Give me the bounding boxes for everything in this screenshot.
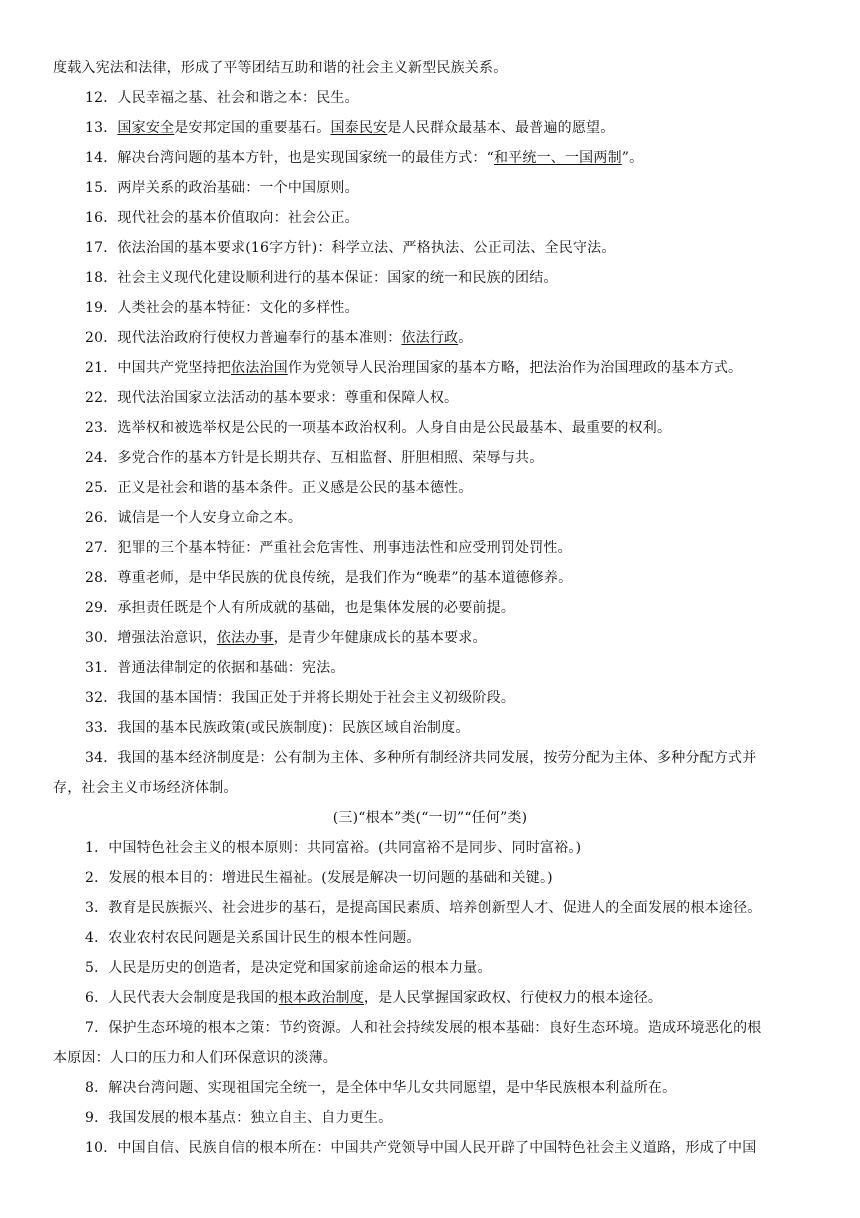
text: 31．普通法律制定的依据和基础：宪法。 bbox=[85, 660, 345, 676]
list-item bbox=[85, 1108, 810, 1128]
paragraph-line bbox=[53, 778, 810, 798]
list-item bbox=[85, 718, 810, 738]
text: 16．现代社会的基本价值取向：社会公正。 bbox=[85, 210, 359, 226]
text: 12．人民幸福之基、社会和谐之本：民生。 bbox=[85, 90, 359, 106]
list-item bbox=[85, 958, 810, 978]
underlined-term: 国家安全 bbox=[117, 120, 175, 136]
text: 23．选举权和被选举权是公民的一项基本政治权利。人身自由是公民最基本、最重要的权利。 bbox=[85, 420, 672, 436]
list-item bbox=[85, 238, 810, 258]
text: 30．增强法治意识， bbox=[85, 630, 217, 646]
heading-text: (三)“根本”类(“一切”“任何”类) bbox=[332, 810, 528, 826]
text: 2．发展的根本目的：增进民生福祉。(发展是解决一切问题的基础和关键。) bbox=[85, 870, 553, 886]
text: 14．解决台湾问题的基本方针，也是实现国家统一的最佳方式：“ bbox=[85, 150, 494, 166]
underlined-term: 依法办事 bbox=[216, 630, 274, 646]
list-item bbox=[85, 118, 810, 138]
list-item bbox=[85, 148, 810, 168]
list-item bbox=[85, 598, 810, 618]
paragraph-line bbox=[53, 1048, 810, 1068]
text: 7．保护生态环境的根本之策：节约资源。人和社会持续发展的根本基础：良好生态环境。造成环境恶化的根 bbox=[85, 1020, 762, 1036]
text: 17．依法治国的基本要求(16字方针)：科学立法、严格执法、公正司法、全民守法。 bbox=[85, 240, 616, 256]
list-item bbox=[85, 898, 810, 918]
list-item bbox=[85, 838, 810, 858]
text: 27．犯罪的三个基本特征：严重社会危害性、刑事违法性和应受刑罚处罚性。 bbox=[85, 540, 572, 556]
list-item bbox=[85, 628, 810, 648]
text: 32．我国的基本国情：我国正处于并将长期处于社会主义初级阶段。 bbox=[85, 690, 516, 706]
underlined-term: 和平统一、一国两制 bbox=[493, 150, 622, 166]
list-item bbox=[85, 328, 810, 348]
list-item bbox=[85, 358, 810, 378]
list-item bbox=[85, 1018, 810, 1038]
list-item bbox=[85, 178, 810, 198]
text: 。 bbox=[458, 330, 473, 346]
text: 是人民群众最基本、最普遍的愿望。 bbox=[387, 120, 615, 136]
list-item bbox=[85, 748, 810, 768]
text: 18．社会主义现代化建设顺利进行的基本保证：国家的统一和民族的团结。 bbox=[85, 270, 558, 286]
text: ，是人民掌握国家政权、行使权力的根本途径。 bbox=[363, 990, 663, 1006]
list-item bbox=[85, 868, 810, 888]
text: ”。 bbox=[621, 150, 644, 166]
text: 29．承担责任既是个人有所成就的基础，也是集体发展的必要前提。 bbox=[85, 600, 516, 616]
text: 10．中国自信、民族自信的根本所在：中国共产党领导中国人民开辟了中国特色社会主义道路，形成了中国 bbox=[85, 1140, 757, 1156]
section-heading bbox=[0, 808, 860, 828]
list-item bbox=[85, 388, 810, 408]
text: 24．多党合作的基本方针是长期共存、互相监督、肝胆相照、荣辱与共。 bbox=[85, 450, 544, 466]
text: 15．两岸关系的政治基础：一个中国原则。 bbox=[85, 180, 359, 196]
text: 4．农业农村农民问题是关系国计民生的根本性问题。 bbox=[85, 930, 421, 946]
text: 19．人类社会的基本特征：文化的多样性。 bbox=[85, 300, 359, 316]
underlined-term: 依法行政 bbox=[401, 330, 459, 346]
text: ，是青少年健康成长的基本要求。 bbox=[273, 630, 487, 646]
list-item bbox=[85, 928, 810, 948]
text: 度载入宪法和法律，形成了平等团结互助和谐的社会主义新型民族关系。 bbox=[53, 60, 508, 76]
text: 6．人民代表大会制度是我国的 bbox=[85, 990, 279, 1006]
list-item bbox=[85, 1078, 810, 1098]
text: 3．教育是民族振兴、社会进步的基石，是提高国民素质、培养创新型人才、促进人的全面发展的根本途径。 bbox=[85, 900, 762, 916]
list-item bbox=[85, 508, 810, 528]
underlined-term: 根本政治制度 bbox=[278, 990, 364, 1006]
underlined-term: 依法治国 bbox=[231, 360, 288, 376]
text: 26．诚信是一个人安身立命之本。 bbox=[85, 510, 303, 526]
list-item bbox=[85, 658, 810, 678]
text: 本原因：人口的压力和人们环保意识的淡薄。 bbox=[53, 1050, 337, 1066]
text: 5．人民是历史的创造者，是决定党和国家前途命运的根本力量。 bbox=[85, 960, 492, 976]
text: 1．中国特色社会主义的根本原则：共同富裕。(共同富裕不是同步、同时富裕。) bbox=[85, 840, 582, 856]
text: 21．中国共产党坚持把 bbox=[85, 360, 232, 376]
list-item bbox=[85, 418, 810, 438]
text: 34．我国的基本经济制度是：公有制为主体、多种所有制经济共同发展，按劳分配为主体、多种分配方式并 bbox=[85, 750, 757, 766]
list-item bbox=[85, 208, 810, 228]
text: 22．现代法治国家立法活动的基本要求：尊重和保障人权。 bbox=[85, 390, 459, 406]
list-item bbox=[85, 1138, 810, 1158]
text: 25．正义是社会和谐的基本条件。正义感是公民的基本德性。 bbox=[85, 480, 473, 496]
underlined-term: 国泰民安 bbox=[330, 120, 388, 136]
text: 20．现代法治政府行使权力普遍奉行的基本准则： bbox=[85, 330, 402, 346]
list-item bbox=[85, 478, 810, 498]
paragraph-line bbox=[53, 58, 810, 78]
text: 作为党领导人民治理国家的基本方略，把法治作为治国理政的基本方式。 bbox=[287, 360, 743, 376]
list-item bbox=[85, 688, 810, 708]
list-item bbox=[85, 268, 810, 288]
text: 13． bbox=[85, 120, 118, 136]
text: 8．解决台湾问题、实现祖国完全统一，是全体中华儿女共同愿望，是中华民族根本利益所在。 bbox=[85, 1080, 677, 1096]
list-item bbox=[85, 88, 810, 108]
list-item bbox=[85, 568, 810, 588]
list-item bbox=[85, 298, 810, 318]
list-item bbox=[85, 448, 810, 468]
list-item bbox=[85, 988, 810, 1008]
text: 存，社会主义市场经济体制。 bbox=[53, 780, 238, 796]
text: 28．尊重老师，是中华民族的优良传统，是我们作为“晚辈”的基本道德修养。 bbox=[85, 570, 573, 586]
list-item bbox=[85, 538, 810, 558]
text: 9．我国发展的根本基点：独立自主、自力更生。 bbox=[85, 1110, 393, 1126]
text: 33．我国的基本民族政策(或民族制度)：民族区域自治制度。 bbox=[85, 720, 470, 736]
text: 是安邦定国的重要基石。 bbox=[174, 120, 331, 136]
